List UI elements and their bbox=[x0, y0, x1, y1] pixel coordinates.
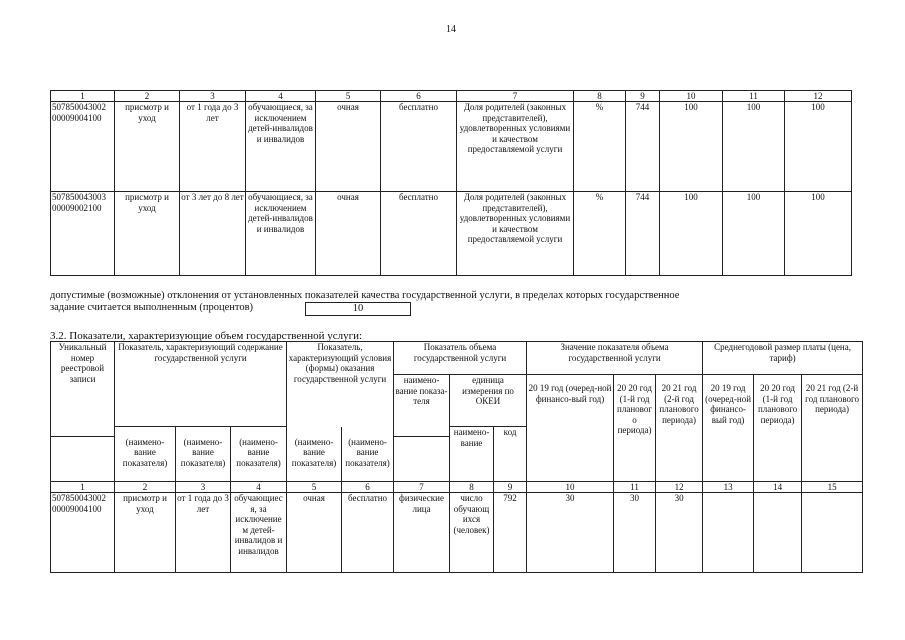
col-num: 4 bbox=[231, 482, 287, 493]
payment-type: бесплатно bbox=[381, 102, 457, 192]
col-num: 7 bbox=[457, 91, 574, 102]
header-year-2021: 20 21 год (2-й год планового периода) bbox=[656, 375, 703, 482]
header-year-2020: 20 20 год (1-й год планового периода) bbox=[614, 375, 656, 482]
value-2019: 100 bbox=[660, 102, 723, 192]
header-sub-indicator: (наимено-вание показателя) bbox=[231, 437, 287, 482]
col-num: 13 bbox=[703, 482, 754, 493]
col-num: 7 bbox=[394, 482, 450, 493]
col-num: 8 bbox=[450, 482, 494, 493]
col-num: 15 bbox=[802, 482, 863, 493]
service-name: присмотр и уход bbox=[115, 493, 176, 573]
student-category: обучающиес я, за исключение м детей-инвалидов и инвалидов bbox=[231, 493, 287, 573]
header-price-2020: 20 20 год (1-й год планового периода) bbox=[754, 375, 802, 482]
unit-name: % bbox=[574, 192, 626, 276]
col-num: 5 bbox=[287, 482, 342, 493]
header-year-2019: 20 19 год (очеред-ной финансо-вый год) bbox=[527, 375, 614, 482]
education-form: очная bbox=[316, 102, 381, 192]
col-num: 14 bbox=[754, 482, 802, 493]
col-num: 11 bbox=[614, 482, 656, 493]
col-num: 10 bbox=[660, 91, 723, 102]
header-unique-number: Уникальный номер реестровой записи bbox=[51, 342, 115, 437]
header-conditions-spacer bbox=[287, 427, 342, 437]
header-content-spacer bbox=[115, 427, 176, 437]
col-num: 6 bbox=[342, 482, 394, 493]
student-category: обучающиеся, за исключением детей-инвалидов и инвалидов bbox=[246, 192, 316, 276]
value-2019: 30 bbox=[527, 493, 614, 573]
value-2019: 100 bbox=[660, 192, 723, 276]
header-empty bbox=[51, 437, 115, 482]
value-2020: 30 bbox=[614, 493, 656, 573]
indicator-name: Доля родителей (законных представителей), удовлетворенных условиями и качеством предоставляемой услуги bbox=[457, 102, 574, 192]
col-num: 11 bbox=[723, 91, 785, 102]
quality-indicators-table bbox=[50, 90, 852, 276]
header-volume-value: Значение показателя объема государственной услуги bbox=[527, 342, 703, 375]
table-row bbox=[51, 102, 852, 192]
registry-number: 507850043002 00009004100 bbox=[51, 493, 115, 573]
header-unit-code: код bbox=[494, 427, 527, 482]
header-content-spacer bbox=[231, 427, 287, 437]
header-unit: единица измерения по ОКЕИ bbox=[450, 375, 527, 427]
registry-number: 507850043002 00009004100 bbox=[51, 102, 115, 192]
header-conditions-indicator: Показатель, характеризующий условия (формы) оказания государственной услуги bbox=[287, 342, 394, 427]
header-content-indicator: Показатель, характеризующий содержание государственной услуги bbox=[115, 342, 287, 375]
col-num: 6 bbox=[381, 91, 457, 102]
table-row bbox=[51, 493, 863, 573]
unit-code: 744 bbox=[626, 192, 660, 276]
price-2020 bbox=[754, 493, 802, 573]
indicator-name: физические лица bbox=[394, 493, 450, 573]
service-name: присмотр и уход bbox=[115, 192, 180, 276]
volume-indicators-table bbox=[50, 341, 863, 573]
unit-code: 792 bbox=[494, 493, 527, 573]
column-number-row bbox=[51, 482, 863, 493]
value-2020: 100 bbox=[723, 192, 785, 276]
deviation-value: 10 bbox=[305, 302, 411, 316]
age-group: от 3 лет до 8 лет bbox=[180, 192, 246, 276]
header-sub-indicator: (наимено-вание показателя) bbox=[115, 437, 176, 482]
header-volume-indicator: Показатель объема государственной услуги bbox=[394, 342, 527, 375]
header-average-price: Среднегодовой размер платы (цена, тариф) bbox=[703, 342, 863, 375]
section-title: 3.2. Показатели, характеризующие объем государственной услуги: bbox=[50, 330, 363, 342]
col-num: 9 bbox=[494, 482, 527, 493]
header-sub-indicator: (наимено-вание показателя) bbox=[287, 437, 342, 482]
deviation-text: допустимые (возможные) отклонения от установленных показателей качества государственной услуги, в пределах которых государственное bbox=[50, 290, 680, 301]
value-2021: 100 bbox=[785, 192, 852, 276]
col-num: 12 bbox=[656, 482, 703, 493]
header-price-2021: 20 21 год (2-й год планового периода) bbox=[802, 375, 863, 482]
payment-type: бесплатно bbox=[381, 192, 457, 276]
col-num: 2 bbox=[115, 482, 176, 493]
value-2021: 30 bbox=[656, 493, 703, 573]
col-num: 1 bbox=[51, 91, 115, 102]
header-empty bbox=[394, 437, 450, 482]
header-content-spacer bbox=[115, 375, 287, 427]
col-num: 9 bbox=[626, 91, 660, 102]
value-2020: 100 bbox=[723, 102, 785, 192]
col-num: 1 bbox=[51, 482, 115, 493]
header-unit-name: наимено-вание bbox=[450, 427, 494, 482]
page-number: 14 bbox=[446, 24, 456, 35]
col-num: 8 bbox=[574, 91, 626, 102]
unit-name: число обучающ ихся (человек) bbox=[450, 493, 494, 573]
unit-code: 744 bbox=[626, 102, 660, 192]
header-indicator-name: наимено-вание показа-теля bbox=[394, 375, 450, 437]
price-2021 bbox=[802, 493, 863, 573]
education-form: очная bbox=[316, 192, 381, 276]
column-number-row bbox=[51, 91, 852, 102]
header-sub-indicator: (наимено-вание показателя) bbox=[176, 437, 231, 482]
unit-name: % bbox=[574, 102, 626, 192]
col-num: 12 bbox=[785, 91, 852, 102]
age-group: от 1 года до 3 лет bbox=[180, 102, 246, 192]
service-name: присмотр и уход bbox=[115, 102, 180, 192]
age-group: от 1 года до 3 лет bbox=[176, 493, 231, 573]
student-category: обучающиеся, за исключением детей-инвалидов и инвалидов bbox=[246, 102, 316, 192]
education-form: очная bbox=[287, 493, 342, 573]
registry-number: 507850043003 00009002100 bbox=[51, 192, 115, 276]
price-2019 bbox=[703, 493, 754, 573]
col-num: 5 bbox=[316, 91, 381, 102]
col-num: 3 bbox=[180, 91, 246, 102]
deviation-text-line2: задание считается выполненным (процентов) bbox=[50, 302, 254, 313]
col-num: 2 bbox=[115, 91, 180, 102]
payment-type: бесплатно bbox=[342, 493, 394, 573]
col-num: 3 bbox=[176, 482, 231, 493]
header-price-2019: 20 19 год (очеред-ной финансо-вый год) bbox=[703, 375, 754, 482]
col-num: 10 bbox=[527, 482, 614, 493]
header-sub-indicator: (наимено-вание показателя) bbox=[342, 437, 394, 482]
header-content-spacer bbox=[176, 427, 231, 437]
header-conditions-spacer bbox=[342, 427, 394, 437]
table-row bbox=[51, 192, 852, 276]
col-num: 4 bbox=[246, 91, 316, 102]
value-2021: 100 bbox=[785, 102, 852, 192]
indicator-name: Доля родителей (законных представителей), удовлетворенных условиями и качеством предоставляемой услуги bbox=[457, 192, 574, 276]
